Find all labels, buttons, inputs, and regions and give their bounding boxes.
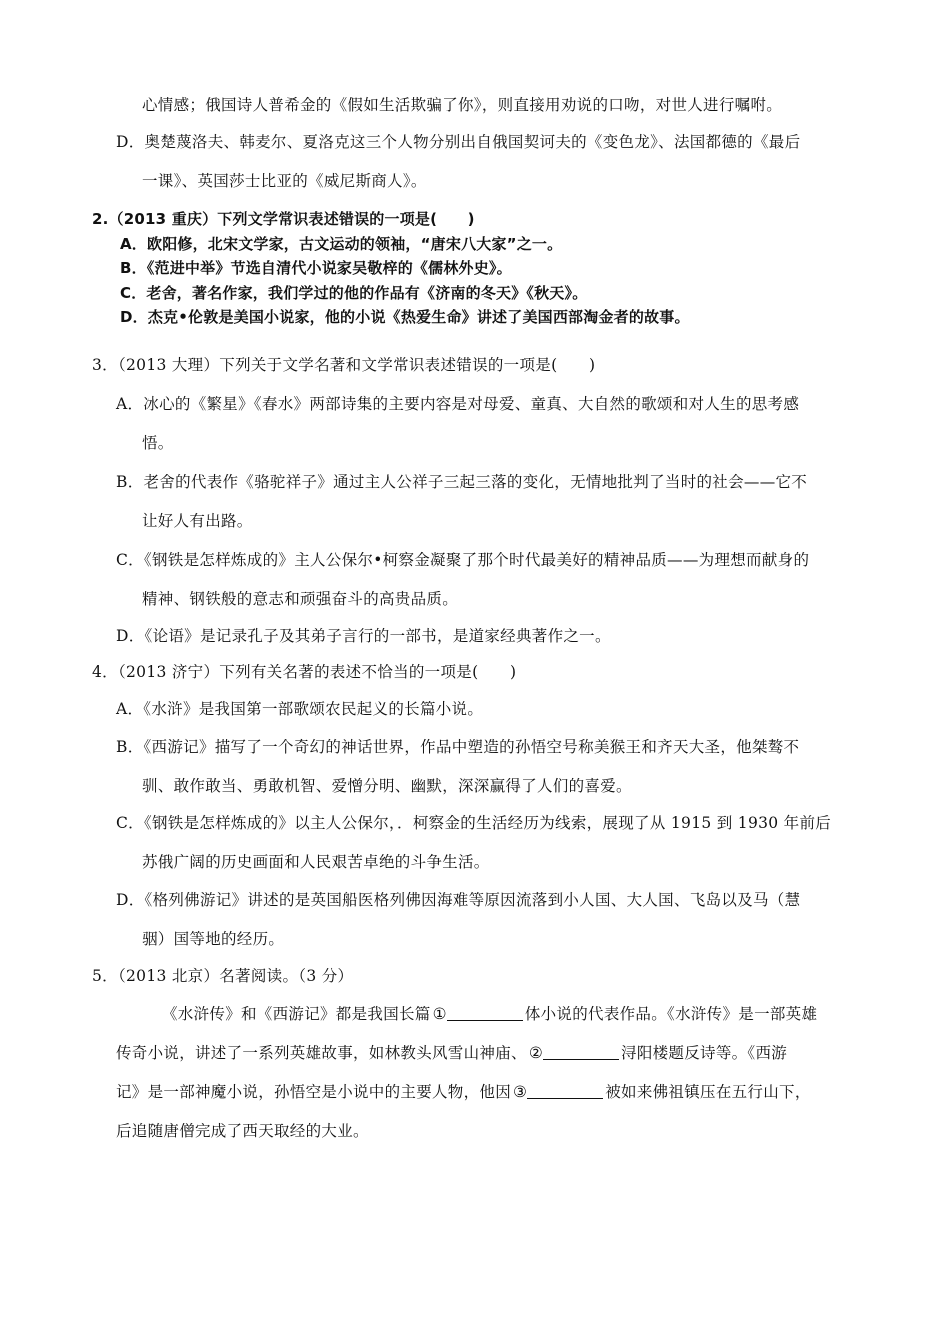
fill-blank-3[interactable] <box>527 1082 603 1099</box>
text-segment: 传奇小说，讲述了一系列英雄故事，如林教头风雪山神庙、 <box>116 1044 527 1062</box>
q5-paragraph-line-1 <box>162 1004 817 1024</box>
text-segment: 浔阳楼题反诗等。《西游 <box>621 1044 788 1062</box>
q4-option-b: B．《西游记》描写了一个奇幻的神话世界，作品中塑造的孙悟空号称美猴王和齐天大圣，他桀骜不 <box>116 738 800 756</box>
text-line: 驯、敢作敢当、勇敢机智、爱憎分明、幽默，深深赢得了人们的喜爱。 <box>142 777 632 795</box>
q2-option-a: A．欧阳修，北宋文学家，古文运动的领袖，“唐宋八大家”之一。 <box>120 235 563 253</box>
text-segment: 体小说的代表作品。《水浒传》是一部英雄 <box>524 1005 818 1023</box>
question-2-stem: 2.（2013 重庆）下列文学常识表述错误的一项是( ) <box>92 210 475 228</box>
blank-number: ③ <box>513 1083 528 1101</box>
text-line: 一课》、英国莎士比亚的《威尼斯商人》。 <box>142 172 427 190</box>
fill-blank-2[interactable] <box>543 1043 619 1060</box>
q4-option-a: A．《水浒》是我国第一部歌颂农民起义的长篇小说。 <box>116 700 484 718</box>
text-segment: 被如来佛祖镇压在五行山下， <box>605 1083 811 1101</box>
text-line: 心情感；俄国诗人普希金的《假如生活欺骗了你》，则直接用劝说的口吻，对世人进行嘱咐。 <box>142 96 783 114</box>
q3-option-a: A．冰心的《繁星》《春水》两部诗集的主要内容是对母爱、童真、大自然的歌颂和对人生的思考感 <box>116 395 800 413</box>
question-5-stem: 5．（2013 北京）名著阅读。（3 分） <box>92 967 354 985</box>
text-line: 苏俄广阔的历史画面和人民艰苦卓绝的斗争生活。 <box>142 853 490 871</box>
q4-option-d: D．《格列佛游记》讲述的是英国船医格列佛因海难等原因流落到小人国、大人国、飞岛以及马（慧 <box>116 891 801 909</box>
blank-number: ② <box>528 1044 544 1062</box>
blank-number: ① <box>432 1005 447 1023</box>
q5-paragraph-line-4: 后追随唐僧完成了西天取经的大业。 <box>116 1122 369 1140</box>
text-line: 让好人有出路。 <box>142 512 253 530</box>
q5-paragraph-line-3 <box>116 1082 811 1102</box>
q2-option-c: C．老舍，著名作家，我们学过的他的作品有《济南的冬天》《秋天》。 <box>120 284 588 302</box>
question-4-stem: 4．（2013 济宁）下列有关名著的表述不恰当的一项是( ) <box>92 663 517 681</box>
q3-option-d: D．《论语》是记录孔子及其弟子言行的一部书，是道家经典著作之一。 <box>116 627 611 645</box>
text-line: 悟。 <box>142 434 174 452</box>
text-line: 精神、钢铁般的意志和顽强奋斗的高贵品质。 <box>142 590 459 608</box>
q2-option-d: D．杰克•伦敦是美国小说家，他的小说《热爱生命》讲述了美国西部淘金者的故事。 <box>120 308 690 326</box>
fill-blank-1[interactable] <box>447 1004 523 1021</box>
q3-option-b: B．老舍的代表作《骆驼祥子》通过主人公祥子三起三落的变化，无情地批判了当时的社会——它不 <box>116 473 808 491</box>
option-d: D．奥楚蔑洛夫、韩麦尔、夏洛克这三个人物分别出自俄国契诃夫的《变色龙》、法国都德的《最后 <box>116 133 801 151</box>
q5-paragraph-line-2 <box>116 1043 787 1063</box>
text-line: 骃）国等地的经历。 <box>142 930 285 948</box>
q2-option-b: B．《范进中举》节选自清代小说家吴敬梓的《儒林外史》。 <box>120 259 512 277</box>
text-segment: 《水浒传》和《西游记》都是我国长篇 <box>162 1005 431 1023</box>
text-segment: 记》是一部神魔小说，孙悟空是小说中的主要人物，他因 <box>116 1083 512 1101</box>
q3-option-c: C．《钢铁是怎样炼成的》主人公保尔•柯察金凝聚了那个时代最美好的精神品质——为理想而献身的 <box>116 551 810 569</box>
question-3-stem: 3．（2013 大理）下列关于文学名著和文学常识表述错误的一项是( ) <box>92 356 596 374</box>
q4-option-c: C．《钢铁是怎样炼成的》以主人公保尔，．柯察金的生活经历为线索，展现了从 1915 到 1930 年前后 <box>116 814 832 832</box>
